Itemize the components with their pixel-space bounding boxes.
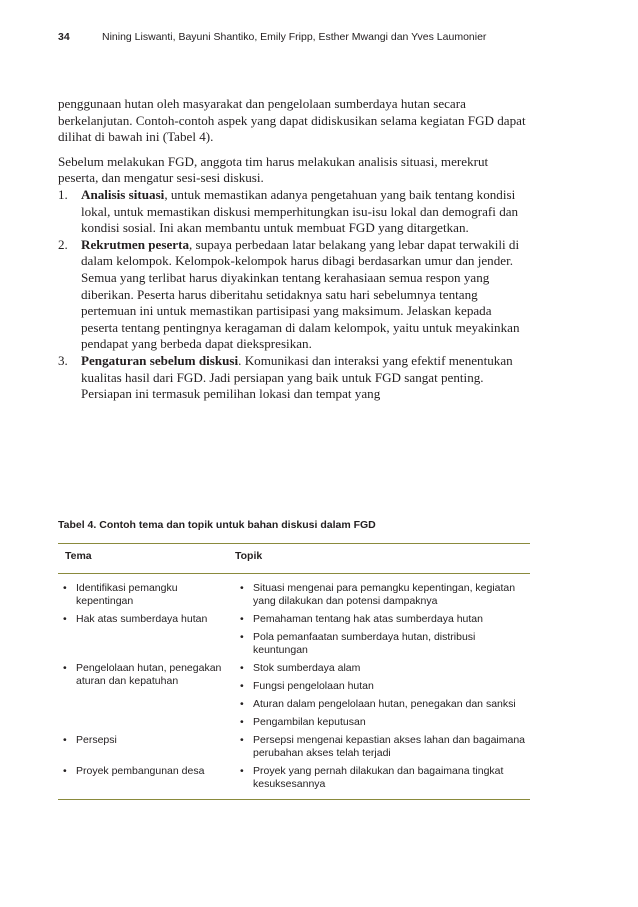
list-item-term: Rekrutmen peserta	[81, 236, 189, 252]
table-row	[58, 574, 530, 614]
tema-cell	[58, 613, 235, 662]
topik-item: • Aturan dalam pengelolaan hutan, penegakan dan sanksi	[235, 698, 530, 711]
tema-item: • Persepsi	[58, 734, 235, 747]
running-head-authors: Nining Liswanti, Bayuni Shantiko, Emily Fripp, Esther Mwangi dan Yves Laumonier	[102, 31, 487, 43]
table-row	[58, 613, 530, 662]
topik-item: • Pola pemanfaatan sumberdaya hutan, distribusi keuntungan	[235, 631, 530, 657]
tema-cell	[58, 734, 235, 765]
list-number: 1.	[58, 186, 68, 202]
topik-item: • Persepsi mengenai kepastian akses lahan dan bagaimana perubahan akses telah terjadi	[235, 734, 530, 760]
tema-item: • Pengelolaan hutan, penegakan aturan dan kepatuhan	[58, 662, 235, 688]
tema-cell	[58, 765, 235, 800]
list-item	[58, 187, 528, 237]
tema-cell	[58, 574, 235, 614]
topik-item: • Pemahaman tentang hak atas sumberdaya hutan	[235, 613, 530, 626]
list-item	[58, 353, 528, 403]
topik-item: • Stok sumberdaya alam	[235, 662, 530, 675]
list-item-term: Pengaturan sebelum diskusi	[81, 352, 239, 368]
steps-list	[58, 187, 528, 403]
topik-item: • Situasi mengenai para pemangku kepentingan, kegiatan yang dilakukan dan potensi dampaknya	[235, 582, 530, 608]
table-row	[58, 765, 530, 800]
tema-item: • Hak atas sumberdaya hutan	[58, 613, 235, 626]
list-number: 3.	[58, 352, 68, 368]
tema-cell	[58, 662, 235, 734]
topik-cell	[235, 765, 530, 800]
body-text	[58, 96, 528, 403]
list-item-term: Analisis situasi	[81, 186, 165, 202]
topik-cell	[235, 574, 530, 614]
topik-cell	[235, 613, 530, 662]
column-header-topik: Topik	[235, 544, 530, 574]
list-item	[58, 237, 528, 353]
table-header-row	[58, 544, 530, 574]
tema-item: • Identifikasi pemangku kepentingan	[58, 582, 235, 608]
list-item-text: , supaya perbedaan latar belakang yang lebar dapat terwakili di dalam kelompok. Kelompok-kelompok harus dibagi berdasarkan umur dan jender. Semua yang terlibat harus diyakinkan tentang kerahasiaan semua respon yang diberikan. Peserta harus diberitahu setidaknya satu hari sebelumnya tentang pertemuan ini untuk memastikan partisipasi yang maksimum. Jelaskan kepada peserta tentang pentingnya keragaman di dalam kelompok, yaitu untuk meyakinkan pendapat yang berbeda dapat diekspresikan.	[81, 236, 520, 352]
topik-item: • Pengambilan keputusan	[235, 716, 530, 729]
table-row	[58, 734, 530, 765]
table-caption: Tabel 4. Contoh tema dan topik untuk bahan diskusi dalam FGD	[58, 519, 376, 531]
page-number: 34	[58, 31, 70, 43]
list-item-text: , untuk memastikan adanya pengetahuan yang baik tentang kondisi lokal, untuk memastikan diskusi memperhitungkan isu-isu lokal dan demografi dan kondisi sosial. Ini akan membantu untuk membuat FGD yang ditargetkan.	[81, 186, 519, 236]
list-item-text: . Komunikasi dan interaksi yang efektif menentukan kualitas hasil dari FGD. Jadi persiapan yang baik untuk FGD sangat penting. Persiapan ini termasuk pemilihan lokasi dan tempat yang	[81, 352, 513, 402]
topik-cell	[235, 734, 530, 765]
topics-table	[58, 543, 530, 800]
paragraph: Sebelum melakukan FGD, anggota tim harus melakukan analisis situasi, merekrut peserta, dan mengatur sesi-sesi diskusi.	[58, 153, 489, 186]
table-row	[58, 662, 530, 734]
column-header-tema: Tema	[58, 544, 235, 574]
topik-item: • Proyek yang pernah dilakukan dan bagaimana tingkat kesuksesannya	[235, 765, 530, 791]
paragraph: penggunaan hutan oleh masyarakat dan pengelolaan sumberdaya hutan secara berkelanjutan. Contoh-contoh aspek yang dapat didiskusikan selama kegiatan FGD dapat dilihat di bawah ini (Tabel 4).	[58, 96, 526, 145]
list-number: 2.	[58, 236, 68, 252]
topik-item: • Fungsi pengelolaan hutan	[235, 680, 530, 693]
tema-item: • Proyek pembangunan desa	[58, 765, 235, 778]
topik-cell	[235, 662, 530, 734]
